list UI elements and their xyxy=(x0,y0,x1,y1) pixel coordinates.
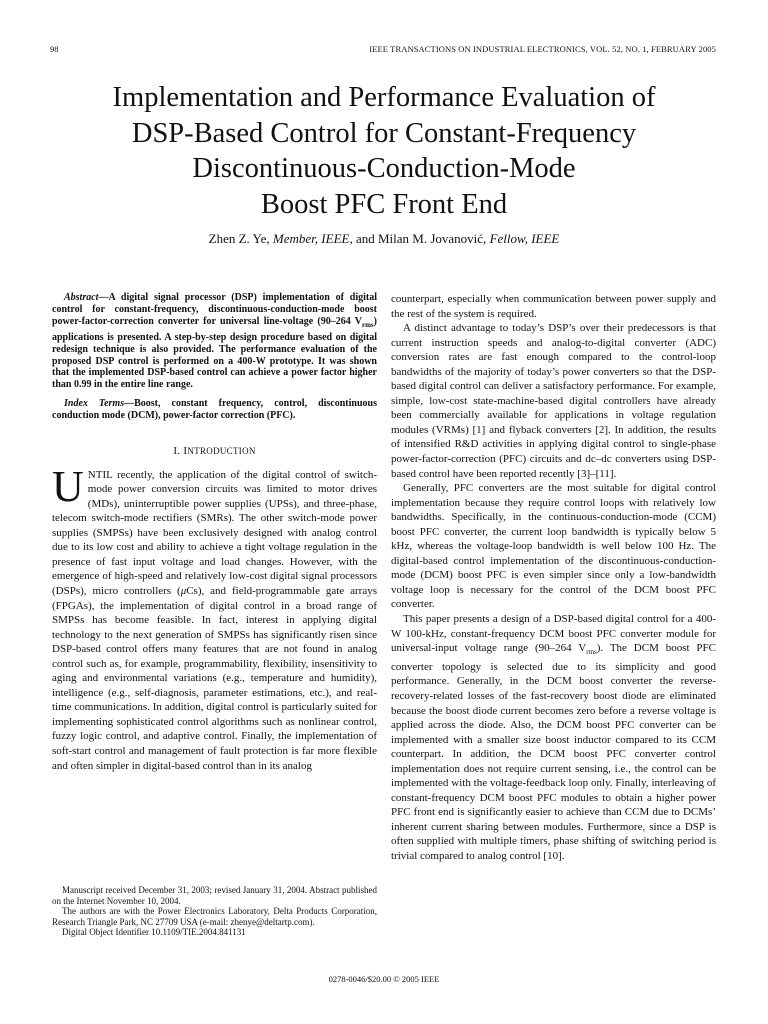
paper-title xyxy=(40,80,728,222)
footnote: The authors are with the Power Electronics Laboratory, Delta Products Corporation, Research Triangle Park, NC 27709 USA (e-mail: zhenye@deltartp.com). xyxy=(52,906,377,927)
title-line: Boost PFC Front End xyxy=(260,188,508,220)
copyright-notice: 0278-0046/$20.00 © 2005 IEEE xyxy=(328,974,440,984)
paragraph: A distinct advantage to today’s DSP’s over their predecessors is that current instruction speeds and analog-to-digital converter (ADC) conversion rates are fast enough compared to the control-loop bandwidths of the majority of today’s power converters so that the DSP-based digital control can deliver a satisfactory performance. For example, simple, low-cost state-machine-based digital controllers have already been commercially available for applications in voltage regulation modules (VRMs) [1] and flyback converters [2]. In addition, the results of intensified R&D activities in applying digital control to single-phase power-factor-correction (PFC) circuits and dc–dc converters using DSP-based control have been reported recently [3]–[11]. xyxy=(391,322,716,480)
title-line: DSP-Based Control for Constant-Frequency xyxy=(131,117,637,149)
intro-paragraph: UNTIL recently, the application of the digital control of switch-mode power conversion circuits was limited to motor drives (MDs), uninterruptible power supplies (UPSs), and three-phase, telecom switch-mode rectifiers (SMRs). The other switch-mode power supplies (SMPSs) have been exclusively designed with analog control due to its low cost and ability to achieve a tight voltage regulation in the presence of fast input voltage and load changes. However, with the emergence of high-speed and relatively low-cost digital signal processors (DSPs), micro controllers (μCs), and field-programmable gate arrays (FPGAs), the implementation of digital control in a broad range of SMPSs has become feasible. In fact, interest in applying digital technology to the next generation of SMPSs has significantly risen since DSP-based control offers many features that are not found in analog control such as, for example, programmability, flexibility, insensitivity to aging and environmental variations (e.g., temperature and humidity), intelligence (e.g., self-diagnosis, parameter estimations, etc.), and real-time communications. In addition, digital control is particularly suited for implementing sophisticated control algorithms such as nonlinear control, fuzzy logic control, and adaptive control. Finally, the implementation of soft-start control and management of fault protection is far more flexible and often simpler in digital-based control than in its analog xyxy=(52,461,377,772)
paragraph: Generally, PFC converters are the most suitable for digital control implementation because they require control loops with relatively low bandwidths. Specifically, in the continuous-conduction-mode (CCM) boost PFC converter, the current loop bandwidth is typically below 5 kHz, whereas the voltage-loop bandwidth is well below 100 Hz. The digital-based control implementation of the discontinuous-conduction-mode (DCM) boost PFC is even simpler since only a low-bandwidth voltage loop is necessary for the control of the DCM boost PFC converter. xyxy=(391,482,716,611)
paragraph: counterpart, especially when communication between power supply and the rest of the system is required. xyxy=(391,293,716,320)
section-heading: I. INTRODUCTION xyxy=(173,445,256,458)
title-line: Discontinuous-Conduction-Mode xyxy=(192,153,576,184)
author-name: Milan M. Jovanović, xyxy=(377,231,487,246)
journal-header: IEEE TRANSACTIONS ON INDUSTRIAL ELECTRONICS, VOL. 52, NO. 1, FEBRUARY 2005 xyxy=(369,44,716,54)
index-terms: Index Terms—Boost, constant frequency, control, discontinuous conduction mode (DCM), power-factor correction (PFC). xyxy=(52,398,377,422)
right-column xyxy=(391,292,716,864)
footnote: Digital Object Identifier 10.1109/TIE.2004.841131 xyxy=(62,927,246,938)
drop-cap: U xyxy=(52,461,84,511)
left-column xyxy=(52,292,377,773)
author-affiliation: Member, IEEE, xyxy=(272,231,353,246)
footnote: Manuscript received December 31, 2003; revised January 31, 2004. Abstract published on the Internet November 10, 2004. xyxy=(52,885,377,906)
author-name: Zhen Z. Ye, xyxy=(208,231,270,246)
author-conjunction: and xyxy=(355,231,375,246)
abstract-label: Abstract xyxy=(64,292,99,303)
index-terms-label: Index Terms xyxy=(64,398,125,410)
abstract: Abstract—A digital signal processor (DSP) implementation of digital control for constant-frequency, discontinuous-conduction-mode boost power-factor-correction converter for universal line-voltage (90–264 $V_{rms}$) applications is presented. A step-by-step design procedure based on digital redesign technique is also provided. The performance evaluation of the proposed DSP control is performed on a 400-W prototype. It was shown that the implemented DSP-based control can achieve a power factor higher than 0.99 in the entire line range. xyxy=(52,292,377,391)
paragraph: This paper presents a design of a DSP-based digital control for a 400-W 100-kHz, constant-frequency DCM boost PFC converter module for universal-input voltage range (90–264 $V_{rms}$). The DCM boost PFC converter topology is selected due to its simplicity and good performance. Generally, in the DCM boost converter the reverse-recovery-related losses of the fast-recovery boost diode are eliminated because the boost diode current becomes zero before a reverse voltage is applied across the diode. Also, the DCM boost PFC converter can be implemented with a smaller size boost inductor compared to its CCM counterpart. In addition, the DCM boost PFC converter control implementation does not require current sensing, i.e., the control can be implemented with the voltage-feedback loop only. Finally, interleaving of constant-frequency DCM boost PFC modules to obtain a higher power PFC front end is significantly easier to achieve than CCM due to DCMs’ inherent current sharing between modules. Furthermore, since a DSP is often supplied with multiple timers, phase shifting of switching period is trivial compared to analog control [10]. xyxy=(391,613,716,862)
title-line: Implementation and Performance Evaluation of xyxy=(112,82,656,113)
page-number: 98 xyxy=(50,44,59,54)
author-line xyxy=(40,231,728,247)
author-affiliation: Fellow, IEEE xyxy=(489,231,560,246)
footnotes xyxy=(52,885,377,938)
